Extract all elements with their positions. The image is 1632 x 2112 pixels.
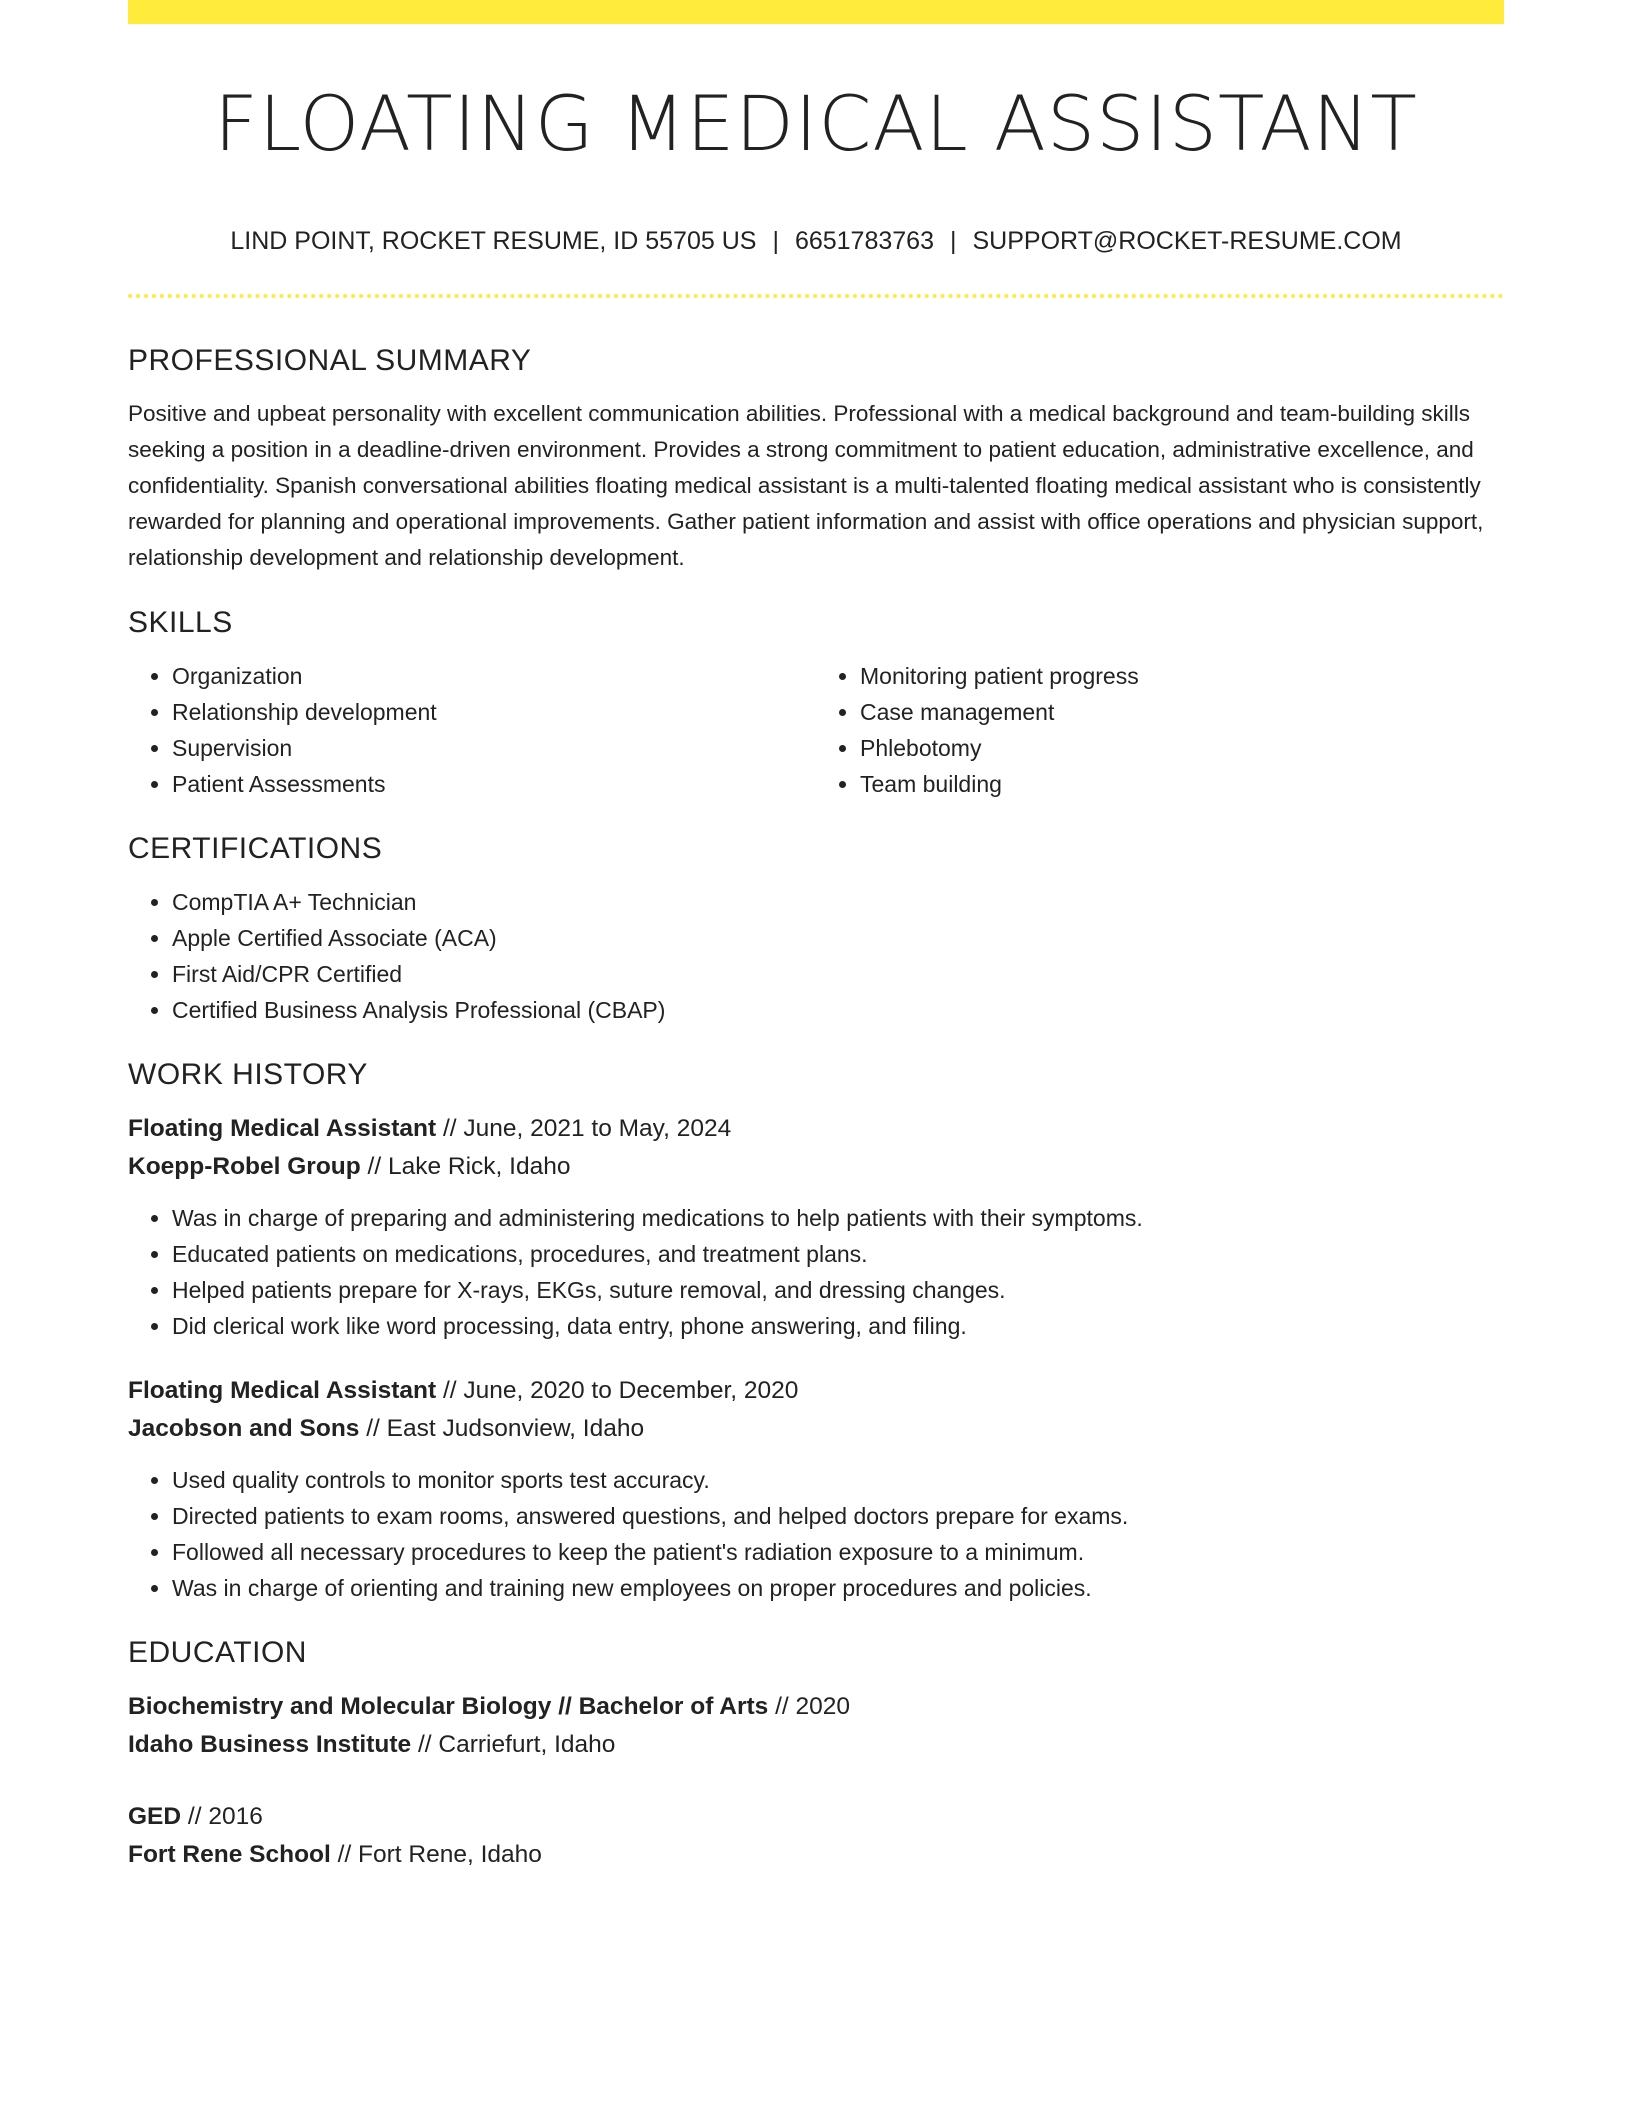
job-duty: • Used quality controls to monitor sports test accuracy.: [172, 1462, 1504, 1498]
job-dates: // June, 2021 to May, 2024: [442, 1115, 732, 1143]
job-duties-list: [128, 1462, 1504, 1606]
job-company: Jacobson and Sons: [128, 1415, 360, 1443]
education-entry: [128, 1798, 1504, 1874]
education-school-line: [128, 1726, 1504, 1764]
skill-item: • Relationship development: [172, 694, 816, 730]
job-company-line: [128, 1410, 1504, 1448]
education-school: Idaho Business Institute: [128, 1731, 412, 1759]
contact-address: LIND POINT, ROCKET RESUME, ID 55705 US: [230, 227, 757, 256]
education-location: // Fort Rene, Idaho: [337, 1841, 542, 1869]
summary-text: Positive and upbeat personality with excellent communication abilities. Professional with a medical background and team-building skills seeking a position in a deadline-driven environment. Provides a strong commitment to patient education, administrative excellence, and confidentiality. Spanish conversational abilities floating medical assistant is a multi-talented floating medical assistant who is consistently rewarded for planning and operational improvements. Gather patient information and assist with office operations and physician support, relationship development and relationship development.: [128, 401, 1484, 571]
skills-right-list: [816, 658, 1504, 802]
header-divider: [128, 294, 1504, 298]
certification-item: • CompTIA A+ Technician: [172, 884, 1504, 920]
certification-item: • First Aid/CPR Certified: [172, 956, 1504, 992]
skills-title: SKILLS: [128, 606, 233, 640]
job-entry: [128, 1372, 1504, 1606]
job-duty: • Was in charge of preparing and administering medications to help patients with their symptoms.: [172, 1200, 1504, 1236]
summary-section: [128, 344, 1504, 576]
education-entry: [128, 1688, 1504, 1764]
job-duty: • Helped patients prepare for X-rays, EKGs, suture removal, and dressing changes.: [172, 1272, 1504, 1308]
job-duty: • Was in charge of orienting and training new employees on proper procedures and policies.: [172, 1570, 1504, 1606]
certification-item: • Apple Certified Associate (ACA): [172, 920, 1504, 956]
education-school-line: [128, 1836, 1504, 1874]
resume-page: [128, 0, 1504, 1874]
job-company-line: [128, 1148, 1504, 1186]
education-title: EDUCATION: [128, 1636, 307, 1670]
job-location: // Lake Rick, Idaho: [367, 1153, 571, 1181]
job-location: // East Judsonview, Idaho: [366, 1415, 645, 1443]
education-degree-line: [128, 1798, 1504, 1836]
certifications-list: [128, 884, 1504, 1028]
education-degree: Biochemistry and Molecular Biology // Bachelor of Arts: [128, 1693, 769, 1721]
certifications-section: [128, 832, 1504, 1028]
job-role: Floating Medical Assistant: [128, 1377, 437, 1405]
education-degree-line: [128, 1688, 1504, 1726]
skill-item: • Patient Assessments: [172, 766, 816, 802]
skills-grid: [128, 658, 1504, 802]
skills-section: [128, 606, 1504, 802]
work-history-title: WORK HISTORY: [128, 1058, 368, 1092]
job-duty: • Did clerical work like word processing, data entry, phone answering, and filing.: [172, 1308, 1504, 1344]
work-history-section: [128, 1058, 1504, 1606]
job-duties-list: [128, 1200, 1504, 1344]
job-role-line: [128, 1110, 1504, 1148]
contact-separator: |: [949, 227, 957, 256]
education-school: Fort Rene School: [128, 1841, 331, 1869]
education-degree: GED: [128, 1803, 182, 1831]
candidate-name: FLOATING MEDICAL ASSISTANT: [214, 79, 1418, 168]
skill-item: • Monitoring patient progress: [860, 658, 1504, 694]
job-dates: // June, 2020 to December, 2020: [442, 1377, 799, 1405]
skill-item: • Team building: [860, 766, 1504, 802]
contact-phone: 6651783763: [794, 227, 934, 256]
job-duty: • Directed patients to exam rooms, answered questions, and helped doctors prepare for exams.: [172, 1498, 1504, 1534]
job-company: Koepp-Robel Group: [128, 1153, 361, 1181]
skill-item: • Case management: [860, 694, 1504, 730]
job-role: Floating Medical Assistant: [128, 1115, 437, 1143]
education-year: // 2020: [775, 1693, 851, 1721]
contact-separator: |: [772, 227, 779, 256]
contact-line: [128, 227, 1504, 256]
education-location: // Carriefurt, Idaho: [417, 1731, 616, 1759]
certification-item: • Certified Business Analysis Professional (CBAP): [172, 992, 1504, 1028]
skill-item: • Phlebotomy: [860, 730, 1504, 766]
job-role-line: [128, 1372, 1504, 1410]
job-entry: [128, 1110, 1504, 1344]
summary-title: PROFESSIONAL SUMMARY: [128, 344, 532, 378]
certifications-title: CERTIFICATIONS: [128, 832, 383, 866]
education-section: [128, 1636, 1504, 1874]
skill-item: • Supervision: [172, 730, 816, 766]
education-year: // 2016: [187, 1803, 263, 1831]
skills-left-list: [128, 658, 816, 802]
top-accent-bar: [128, 0, 1504, 24]
job-duty: • Educated patients on medications, procedures, and treatment plans.: [172, 1236, 1504, 1272]
job-duty: • Followed all necessary procedures to keep the patient's radiation exposure to a minimum.: [172, 1534, 1504, 1570]
contact-email: SUPPORT@ROCKET-RESUME.COM: [972, 227, 1402, 256]
skill-item: • Organization: [172, 658, 816, 694]
